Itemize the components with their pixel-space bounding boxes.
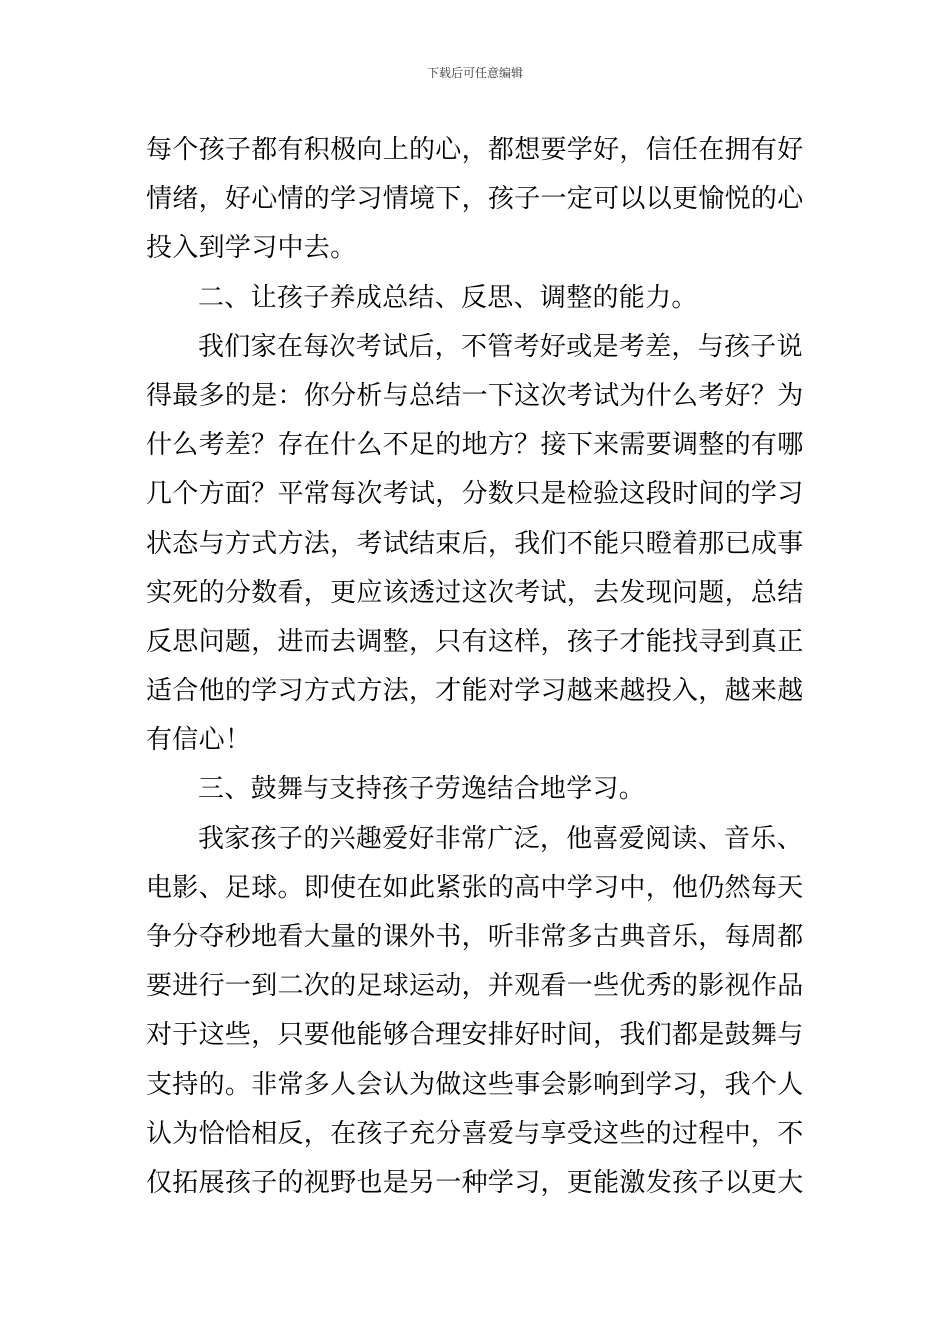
text-line: 有信心！: [146, 725, 252, 756]
text-line: 适合他的学习方式方法，才能对学习越来越投入，越来越: [146, 676, 804, 707]
text-line: 电影、足球。即使在如此紧张的高中学习中，他仍然每天: [146, 872, 804, 903]
text-line: 情绪，好心情的学习情境下，孩子一定可以以更愉悦的心: [146, 184, 804, 215]
text-line: 几个方面？平常每次考试，分数只是检验这段时间的学习: [146, 479, 804, 510]
text-line: 什么考差？存在什么不足的地方？接下来需要调整的有哪: [146, 430, 804, 461]
text-line: 反思问题，进而去调整，只有这样，孩子才能找寻到真正: [146, 626, 804, 657]
text-line: 实死的分数看，更应该透过这次考试，去发现问题，总结: [146, 577, 804, 608]
page-header: 下载后可任意编辑: [426, 66, 523, 80]
text-line: 认为恰恰相反，在孩子充分喜爱与享受这些的过程中，不: [146, 1118, 804, 1149]
text-line: 我们家在每次考试后，不管考好或是考差，与孩子说: [198, 331, 803, 362]
text-line: 我家孩子的兴趣爱好非常广泛，他喜爱阅读、音乐、: [198, 823, 803, 854]
text-line: 争分夺秒地看大量的课外书，听非常多古典音乐，每周都: [146, 922, 804, 952]
text-line: 仅拓展孩子的视野也是另一种学习，更能激发孩子以更大: [146, 1167, 804, 1198]
document-body: [146, 126, 806, 1208]
text-line: 对于这些，只要他能够合理安排好时间，我们都是鼓舞与: [146, 1020, 804, 1051]
section-heading: 二、让孩子养成总结、反思、调整的能力。: [198, 282, 698, 313]
text-line: 要进行一到二次的足球运动，并观看一些优秀的影视作品: [146, 971, 804, 1002]
text-line: 投入到学习中去。: [146, 233, 357, 264]
text-line: 每个孩子都有积极向上的心，都想要学好，信任在拥有好: [146, 135, 804, 165]
section-heading: 三、鼓舞与支持孩子劳逸结合地学习。: [198, 774, 646, 805]
text-line: 支持的。非常多人会认为做这些事会影响到学习，我个人: [146, 1069, 804, 1100]
text-line: 状态与方式方法，考试结束后，我们不能只瞪着那已成事: [146, 528, 804, 559]
text-line: 得最多的是：你分析与总结一下这次考试为什么考好？为: [146, 380, 804, 411]
